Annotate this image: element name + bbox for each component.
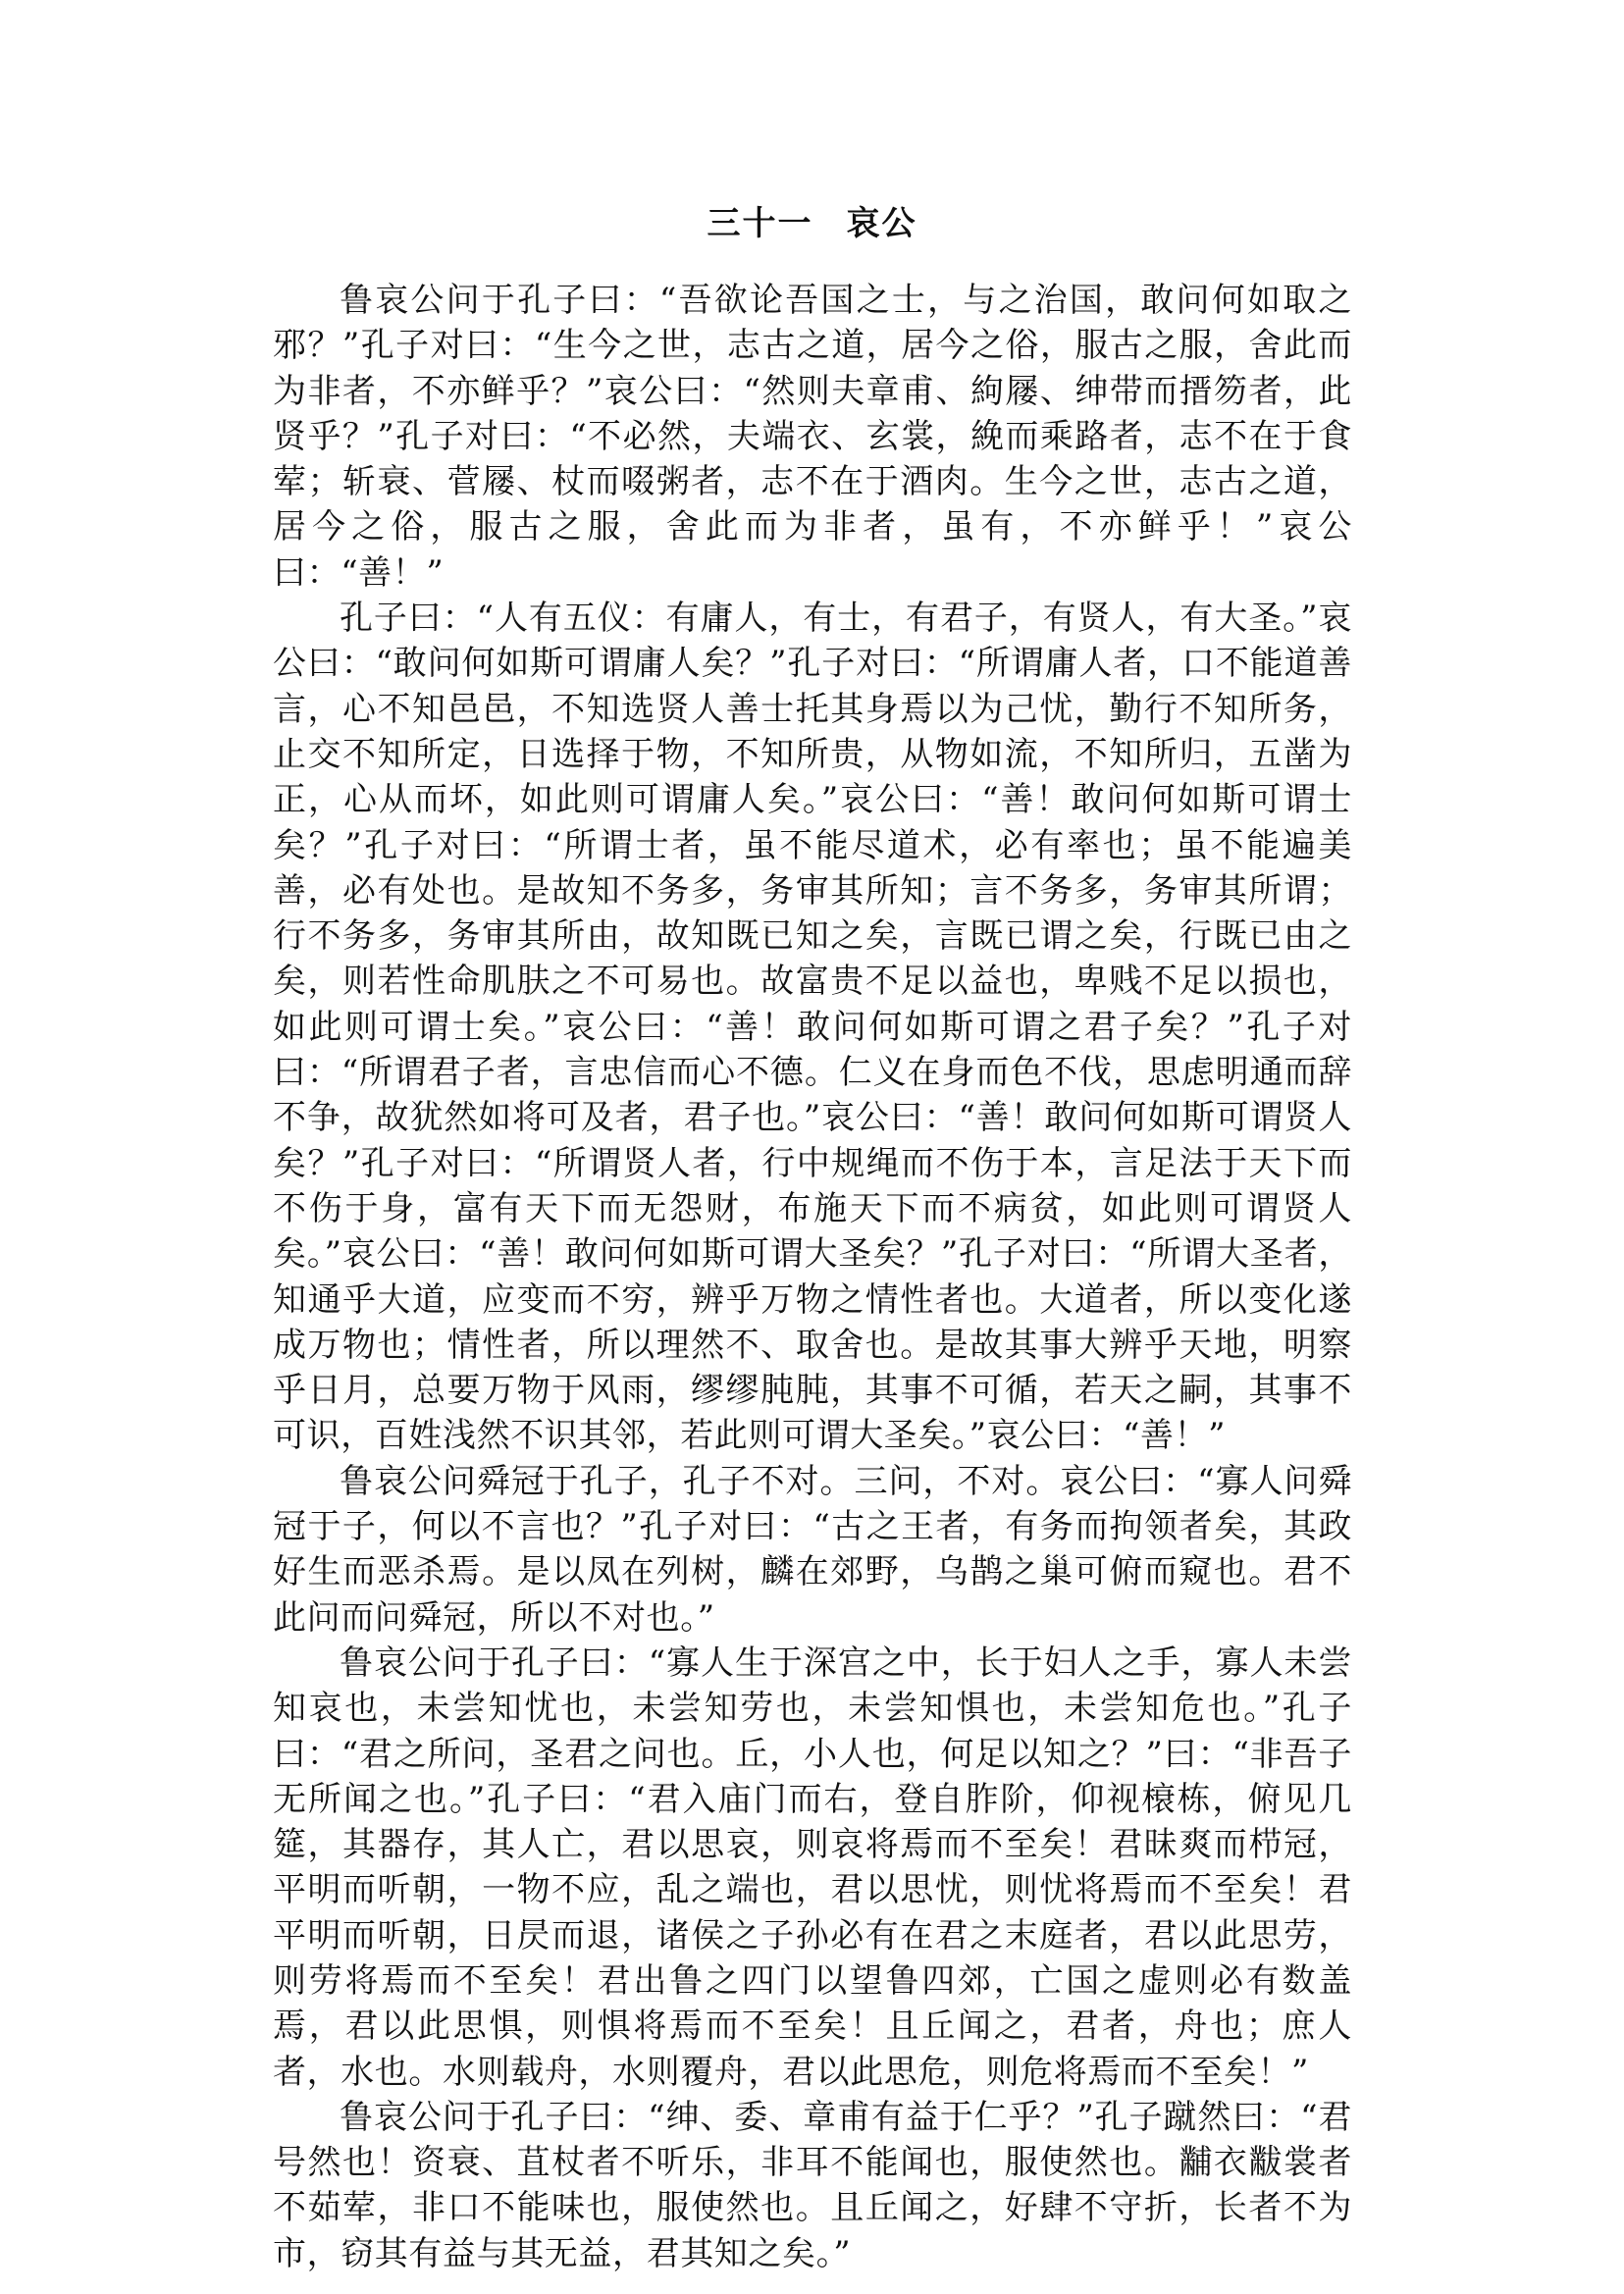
paragraph-5: 鲁哀公问于孔子曰：“绅、委、章甫有益于仁乎？”孔子蹴然曰：“君号然也！资衰、苴杖者不听乐，非耳不能闻也，服使然也。黼衣黻裳者不茹荤，非口不能味也，服使然也。且丘闻之，好肆不守折，长者不为市，窃其有益与其无益，君其知之矣。” xyxy=(273,2097,1352,2273)
paragraph-3: 鲁哀公问舜冠于孔子，孔子不对。三问，不对。哀公曰：“寡人问舜冠于子，何以不言也？”孔子对曰：“古之王者，有务而拘领者矣，其政好生而恶杀焉。是以凤在列树，麟在郊野，乌鹊之巢可俯而窥也。君不此问而问舜冠，所以不对也。” xyxy=(273,1461,1352,1638)
body-text xyxy=(273,278,1352,2276)
paragraph-4: 鲁哀公问于孔子曰：“寡人生于深宫之中，长于妇人之手，寡人未尝知哀也，未尝知忧也，未尝知劳也，未尝知惧也，未尝知危也。”孔子曰：“君之所问，圣君之问也。丘，小人也，何足以知之？”曰：“非吾子无所闻之也。”孔子曰：“君入庙门而右，登自胙阶，仰视榱栋，俯见几筵，其器存，其人亡，君以思哀，则哀将焉而不至矣！君昧爽而栉冠，平明而听朝，一物不应，乱之端也，君以思忧，则忧将焉而不至矣！君平明而听朝，日昃而退，诸侯之子孙必有在君之末庭者，君以此思劳，则劳将焉而不至矣！君出鲁之四门以望鲁四郊，亡国之虚则必有数盖焉，君以此思惧，则惧将焉而不至矣！且丘闻之，君者，舟也；庶人者，水也。水则载舟，水则覆舟，君以此思危，则危将焉而不至矣！” xyxy=(273,1642,1352,2092)
paragraph-1: 鲁哀公问于孔子曰：“吾欲论吾国之士，与之治国，敢问何如取之邪？”孔子对曰：“生今之世，志古之道，居今之俗，服古之服，舍此而为非者，不亦鲜乎？”哀公曰：“然则夫章甫、絇屦、绅带而搢笏者，此贤乎？”孔子对曰：“不必然，夫端衣、玄裳，絻而乘路者，志不在于食荤；斩衰、菅屦、杖而啜粥者，志不在于酒肉。生今之世，志古之道，居今之俗，服古之服，舍此而为非者，虽有，不亦鲜乎！”哀公曰：“善！” xyxy=(273,281,1352,593)
paragraph-2: 孔子曰：“人有五仪：有庸人，有士，有君子，有贤人，有大圣。”哀公曰：“敢问何如斯可谓庸人矣？”孔子对曰：“所谓庸人者，口不能道善言，心不知邑邑，不知选贤人善士托其身焉以为己忧，勤行不知所务，止交不知所定，日选择于物，不知所贵，从物如流，不知所归，五凿为正，心从而坏，如此则可谓庸人矣。”哀公曰：“善！敢问何如斯可谓士矣？”孔子对曰：“所谓士者，虽不能尽道术，必有率也；虽不能遍美善，必有处也。是故知不务多，务审其所知；言不务多，务审其所谓；行不务多，务审其所由，故知既已知之矣，言既已谓之矣，行既已由之矣，则若性命肌肤之不可易也。故富贵不足以益也，卑贱不足以损也，如此则可谓士矣。”哀公曰：“善！敢问何如斯可谓之君子矣？”孔子对曰：“所谓君子者，言忠信而心不德。仁义在身而色不伐，思虑明通而辞不争，故犹然如将可及者，君子也。”哀公曰：“善！敢问何如斯可谓贤人矣？”孔子对曰：“所谓贤人者，行中规绳而不伤于本，言足法于天下而不伤于身，富有天下而无怨财，布施天下而不病贫，如此则可谓贤人矣。”哀公曰：“善！敢问何如斯可谓大圣矣？”孔子对曰：“所谓大圣者，知通乎大道，应变而不穷，辨乎万物之情性者也。大道者，所以变化遂成万物也；情性者，所以理然不、取舍也。是故其事大辨乎天地，明察乎日月，总要万物于风雨，缪缪肫肫，其事不可循，若天之嗣，其事不可识，百姓浅然不识其邻，若此则可谓大圣矣。”哀公曰：“善！” xyxy=(273,599,1352,1456)
chapter-number: 三十一 xyxy=(707,204,813,243)
chapter-title xyxy=(0,196,1624,244)
chapter-name: 哀公 xyxy=(846,204,917,243)
